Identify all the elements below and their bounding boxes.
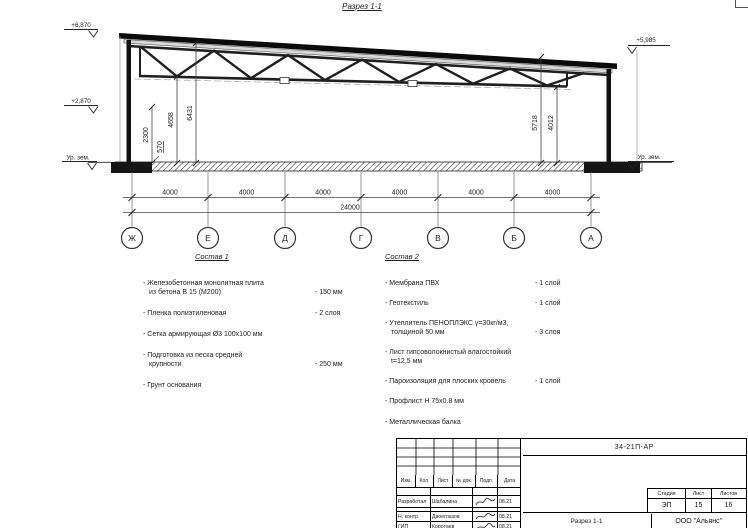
elevation-mark-left-mid xyxy=(64,98,98,113)
svg-text:Ж: Ж xyxy=(128,233,136,243)
list-item: - Пленка полиэтиленовая - 2 слоя xyxy=(143,309,341,317)
dim-6431 xyxy=(187,40,199,166)
svg-text:Г: Г xyxy=(358,233,364,243)
total-dim: 24000 xyxy=(340,204,360,212)
right-column xyxy=(607,69,612,168)
svg-text:+2,870: +2,870 xyxy=(71,98,91,105)
svg-text:А: А xyxy=(588,233,594,243)
axis-bubble xyxy=(428,228,449,249)
list-item: - Лист гипсоволокнистый влагостойкий t=12,5 мм xyxy=(385,349,512,366)
list-item: - Железобетонная монолитная плита из бетона В 15 (М200) - 150 мм xyxy=(143,279,343,296)
signature xyxy=(473,512,498,522)
section-drawing xyxy=(0,0,748,256)
sostav-2-list xyxy=(385,252,640,438)
svg-text:4012: 4012 xyxy=(548,115,555,131)
table-row: ГИП Коротаев 08.21 xyxy=(397,522,521,528)
table-row: Разработал Шабалина 08.21 xyxy=(397,496,521,508)
gusset-plate xyxy=(408,81,417,87)
list-item: - Мембрана ПВХ - 1 слой xyxy=(385,279,561,287)
sostav-1-list xyxy=(143,252,375,402)
list-item: - Металлическая балка xyxy=(385,418,461,426)
svg-text:2300: 2300 xyxy=(143,127,150,143)
svg-text:Е: Е xyxy=(205,233,211,243)
svg-text:6431: 6431 xyxy=(187,105,194,121)
section-title: Разрез 1-1 xyxy=(342,2,382,11)
elevation-mark-right-top xyxy=(628,37,671,54)
svg-text:+5,985: +5,985 xyxy=(636,37,656,44)
bay-dim: 4000 xyxy=(162,189,178,197)
table-row: Н. контр. Двоеглазов 08.21 xyxy=(397,512,521,522)
list-item: - Пароизоляция для плоских кровель - 1 слой xyxy=(385,378,561,386)
stage-sheet-box xyxy=(647,488,746,512)
signature-rows xyxy=(397,488,521,528)
table-row xyxy=(397,488,521,496)
list-item: - Геотекстиль - 1 слой xyxy=(385,299,561,307)
svg-text:+6,870: +6,870 xyxy=(71,22,91,29)
sostav-2-title: Состав 2 xyxy=(385,252,419,261)
horizontal-dimensions xyxy=(123,172,600,227)
gusset-plate xyxy=(280,78,289,84)
title-block-right xyxy=(523,439,747,528)
title-block-signature-area xyxy=(397,439,521,528)
ground-slab xyxy=(88,162,672,173)
list-item: - Профлист Н 75х0.8 мм xyxy=(385,398,464,406)
axis-bubble xyxy=(122,228,143,249)
svg-text:5718: 5718 xyxy=(532,115,539,131)
left-footing xyxy=(111,162,152,173)
sheet-title: Разрез 1-1 xyxy=(570,517,603,525)
list-item: - Грунт основания xyxy=(143,382,202,390)
dim-2300 xyxy=(143,104,155,166)
dim-4658 xyxy=(168,74,180,167)
revision-header-row: Изм. Кол. Лист № док. Подп. Дата xyxy=(397,475,521,488)
svg-text:Д: Д xyxy=(282,233,288,243)
truss-bottom-chord xyxy=(139,76,567,87)
list-item: - Утеплитель ПЕНОПЛЭКС γ=30кг/м3, толщиной 50 мм - 3 слоя xyxy=(385,319,561,337)
axis-bubble xyxy=(275,228,296,249)
document-number: 34-21П-АР xyxy=(523,439,747,456)
svg-text:Б: Б xyxy=(511,233,517,243)
svg-text:Ур. зем.: Ур. зем. xyxy=(637,154,661,161)
axis-bubble xyxy=(504,228,525,249)
svg-text:Ур. зем.: Ур. зем. xyxy=(66,154,90,162)
signature xyxy=(473,522,498,528)
stage-header-row: Стадия Лист Листов xyxy=(648,489,746,499)
bay-dim: 4000 xyxy=(468,189,484,197)
roof-slab xyxy=(119,33,617,73)
revision-grid xyxy=(397,439,521,475)
stage-values-row: ЭП 15 16 xyxy=(648,499,746,512)
left-column xyxy=(127,40,132,168)
axis-bubble xyxy=(581,228,602,249)
bay-dim: 4000 xyxy=(544,189,561,197)
list-item: - Подготовка из песка средней крупности - 250 мм xyxy=(143,352,343,369)
axis-bubble xyxy=(198,228,219,249)
list-item: - Сетка армирующая Ø3 100х100 мм xyxy=(143,331,263,339)
svg-text:В: В xyxy=(435,233,441,243)
dim-570 xyxy=(153,141,164,162)
signature xyxy=(473,496,498,508)
dim-4012 xyxy=(548,84,560,166)
bay-dim: 4000 xyxy=(238,189,255,197)
title-block xyxy=(396,438,747,528)
bay-dim: 4000 xyxy=(391,189,408,197)
svg-text:570: 570 xyxy=(157,141,164,153)
axis-bubble xyxy=(351,228,372,249)
company-name: ООО "Альянс" xyxy=(651,514,747,528)
sostav-1-title: Состав 1 xyxy=(195,252,229,261)
elevation-mark-left-top xyxy=(64,22,98,37)
axis-bubbles xyxy=(122,228,602,249)
svg-text:4658: 4658 xyxy=(168,112,175,128)
bay-dim: 4000 xyxy=(315,189,331,197)
